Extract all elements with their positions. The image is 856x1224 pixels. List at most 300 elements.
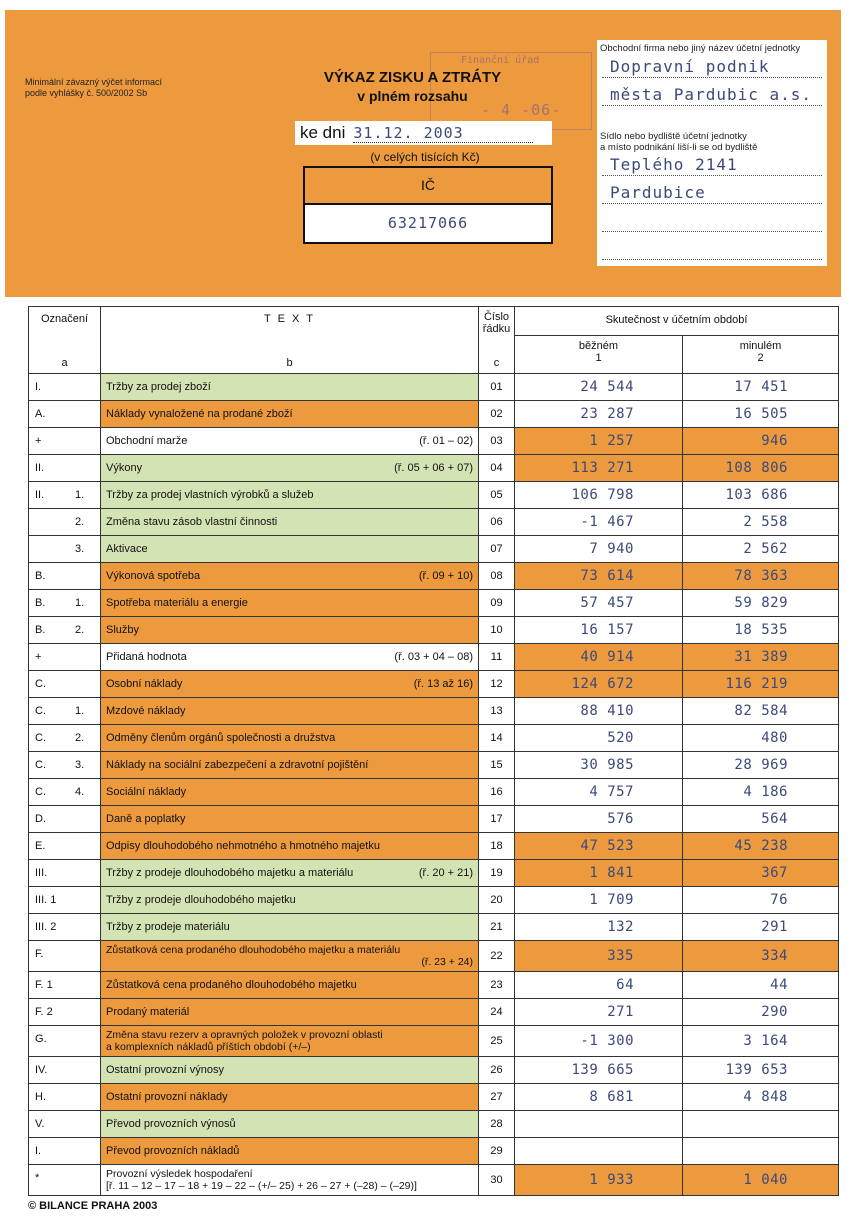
table-row xyxy=(29,941,839,972)
row-current-value[interactable]: 24 544 xyxy=(515,374,683,401)
row-text: Tržby z prodeje materiálu xyxy=(106,921,230,933)
row-number: 13 xyxy=(479,698,515,725)
col-current-header xyxy=(515,336,683,374)
row-number: 19 xyxy=(479,860,515,887)
col-previous-index: 2 xyxy=(757,352,764,365)
row-previous-value[interactable]: 367 xyxy=(683,860,839,887)
row-formula: (ř. 13 až 16) xyxy=(413,678,473,690)
row-mark xyxy=(29,999,101,1026)
row-mark-sub: 2. xyxy=(75,732,85,744)
row-number: 15 xyxy=(479,752,515,779)
row-label xyxy=(101,1138,479,1165)
row-number: 10 xyxy=(479,617,515,644)
regulation-note xyxy=(25,77,225,99)
row-label xyxy=(101,941,479,972)
row-mark xyxy=(29,644,101,671)
row-mark-main: III. xyxy=(35,867,48,879)
ic-value[interactable]: 63217066 xyxy=(387,214,469,232)
row-mark xyxy=(29,1111,101,1138)
row-text: Mzdové náklady xyxy=(106,705,186,717)
row-previous-value[interactable]: 139 653 xyxy=(683,1057,839,1084)
table-row xyxy=(29,1165,839,1196)
row-text: Odměny členům orgánů společnosti a družstva xyxy=(106,732,336,744)
seat-line-2[interactable]: Pardubice xyxy=(602,182,822,204)
row-previous-value[interactable]: 480 xyxy=(683,725,839,752)
row-previous-value[interactable]: 44 xyxy=(683,972,839,999)
profit-loss-table xyxy=(28,306,839,1196)
row-previous-value[interactable]: 564 xyxy=(683,806,839,833)
row-number: 07 xyxy=(479,536,515,563)
row-current-value[interactable]: 106 798 xyxy=(515,482,683,509)
row-text: Odpisy dlouhodobého nehmotného a hmotného majetku xyxy=(106,840,380,852)
row-text: Převod provozních nákladů xyxy=(106,1145,240,1157)
row-text: Obchodní marže xyxy=(106,435,188,447)
row-mark xyxy=(29,1165,101,1196)
table-row xyxy=(29,779,839,806)
regulation-line-2: podle vyhlášky č. 500/2002 Sb xyxy=(25,88,148,98)
row-number: 29 xyxy=(479,1138,515,1165)
row-formula: (ř. 23 + 24) xyxy=(421,956,473,968)
row-mark-main: III. 1 xyxy=(35,894,57,906)
row-previous-value[interactable]: 59 829 xyxy=(683,590,839,617)
row-formula: (ř. 09 + 10) xyxy=(418,570,473,582)
row-label xyxy=(101,806,479,833)
row-text: Provozní výsledek hospodaření xyxy=(106,1168,253,1180)
row-mark-main: C. xyxy=(35,678,46,690)
row-number: 02 xyxy=(479,401,515,428)
row-mark-sub: 3. xyxy=(75,759,85,771)
row-mark-main: F. 2 xyxy=(35,1006,53,1018)
row-mark-sub: 2. xyxy=(75,516,85,528)
row-mark-main: F. xyxy=(35,948,44,960)
row-previous-value[interactable]: 31 389 xyxy=(683,644,839,671)
row-previous-value[interactable]: 291 xyxy=(683,914,839,941)
row-text: Ostatní provozní náklady xyxy=(106,1091,228,1103)
row-mark-main: I. xyxy=(35,1145,42,1157)
row-mark xyxy=(29,752,101,779)
seat-line-1[interactable]: Teplého 2141 xyxy=(602,154,822,176)
row-text: Spotřeba materiálu a energie xyxy=(106,597,248,609)
row-mark xyxy=(29,941,101,972)
row-current-value[interactable]: 1 257 xyxy=(515,428,683,455)
row-mark-main: V. xyxy=(35,1118,45,1130)
row-number: 20 xyxy=(479,887,515,914)
row-text-line-2: [ř. 11 – 12 – 17 – 18 + 19 – 22 – (+/– 25) + 26 – 27 + (–28) – (–29)] xyxy=(106,1180,417,1192)
date-value[interactable]: 31.12. 2003 xyxy=(353,124,533,143)
row-current-value[interactable]: 113 271 xyxy=(515,455,683,482)
row-mark-main: C. xyxy=(35,759,46,771)
row-number: 08 xyxy=(479,563,515,590)
row-previous-value[interactable]: 108 806 xyxy=(683,455,839,482)
row-previous-value[interactable]: 28 969 xyxy=(683,752,839,779)
row-number: 18 xyxy=(479,833,515,860)
row-mark-main: B. xyxy=(35,570,46,582)
row-mark xyxy=(29,671,101,698)
row-mark xyxy=(29,1138,101,1165)
row-label xyxy=(101,455,479,482)
row-previous-value[interactable]: 103 686 xyxy=(683,482,839,509)
row-previous-value[interactable]: 45 238 xyxy=(683,833,839,860)
row-label xyxy=(101,428,479,455)
table-row xyxy=(29,698,839,725)
row-label xyxy=(101,1026,479,1057)
table-row xyxy=(29,536,839,563)
row-current-value[interactable]: 271 xyxy=(515,999,683,1026)
col-current-index: 1 xyxy=(595,352,602,365)
row-current-value[interactable]: 1 709 xyxy=(515,887,683,914)
company-name-label: Obchodní firma nebo jiný název účetní jednotky xyxy=(600,43,801,54)
row-current-value[interactable]: -1 467 xyxy=(515,509,683,536)
row-label xyxy=(101,509,479,536)
row-previous-value[interactable]: 946 xyxy=(683,428,839,455)
row-text: Prodaný materiál xyxy=(106,1006,190,1018)
company-name-line-2[interactable]: města Pardubic a.s. xyxy=(602,84,822,106)
row-mark xyxy=(29,536,101,563)
row-mark-main: C. xyxy=(35,786,46,798)
row-mark-sub: 2. xyxy=(75,624,85,636)
col-period-header: Skutečnost v účetním období xyxy=(515,307,839,336)
stamp-date-text: - 4 -06- xyxy=(481,101,562,119)
col-previous-header xyxy=(683,336,839,374)
date-label: ke dni xyxy=(300,123,346,142)
row-current-value[interactable] xyxy=(515,1111,683,1138)
row-mark-main: C. xyxy=(35,705,46,717)
row-current-value[interactable]: 139 665 xyxy=(515,1057,683,1084)
row-label xyxy=(101,590,479,617)
row-text: Tržby za prodej zboží xyxy=(106,381,211,393)
row-current-value[interactable] xyxy=(515,1138,683,1165)
row-mark xyxy=(29,563,101,590)
row-previous-value[interactable] xyxy=(683,1138,839,1165)
table-body xyxy=(29,374,839,1196)
form-title xyxy=(300,68,525,106)
row-text: Převod provozních výnosů xyxy=(106,1118,236,1130)
footer-copyright: © BILANCE PRAHA 2003 xyxy=(28,1200,158,1212)
row-previous-value[interactable]: 18 535 xyxy=(683,617,839,644)
table-header-row xyxy=(29,307,839,336)
row-label xyxy=(101,914,479,941)
row-mark-sub: 1. xyxy=(75,705,85,717)
row-mark-sub: 3. xyxy=(75,543,85,555)
row-mark-main: E. xyxy=(35,840,46,852)
row-label xyxy=(101,644,479,671)
row-text: Výkony xyxy=(106,462,143,474)
col-previous-label: minulém xyxy=(739,340,782,353)
row-text: Tržby z prodeje dlouhodobého majetku xyxy=(106,894,296,906)
row-previous-value[interactable]: 290 xyxy=(683,999,839,1026)
table-row xyxy=(29,482,839,509)
row-current-value[interactable]: 4 757 xyxy=(515,779,683,806)
seat-line-4[interactable] xyxy=(602,238,822,260)
row-current-value[interactable]: 88 410 xyxy=(515,698,683,725)
table-row xyxy=(29,1026,839,1057)
row-number: 24 xyxy=(479,999,515,1026)
row-label xyxy=(101,698,479,725)
row-previous-value[interactable]: 17 451 xyxy=(683,374,839,401)
row-label xyxy=(101,779,479,806)
table-row xyxy=(29,887,839,914)
row-mark xyxy=(29,779,101,806)
row-text: Zůstatková cena prodaného dlouhodobého majetku xyxy=(106,979,357,991)
row-label xyxy=(101,833,479,860)
row-mark xyxy=(29,1084,101,1111)
row-text: Náklady vynaložené na prodané zboží xyxy=(106,408,293,420)
row-mark xyxy=(29,428,101,455)
row-number: 03 xyxy=(479,428,515,455)
row-previous-value[interactable]: 4 186 xyxy=(683,779,839,806)
row-number: 05 xyxy=(479,482,515,509)
row-current-value[interactable]: 1 841 xyxy=(515,860,683,887)
table-row xyxy=(29,725,839,752)
row-number: 22 xyxy=(479,941,515,972)
table-row xyxy=(29,671,839,698)
row-previous-value[interactable]: 76 xyxy=(683,887,839,914)
row-current-value[interactable]: 57 457 xyxy=(515,590,683,617)
row-label xyxy=(101,671,479,698)
row-current-value[interactable]: -1 300 xyxy=(515,1026,683,1057)
row-mark-main: C. xyxy=(35,732,46,744)
row-mark-main: B. xyxy=(35,624,46,636)
row-text: Změna stavu rezerv a opravných položek v provozní oblasti xyxy=(106,1029,383,1041)
row-text: Tržby z prodeje dlouhodobého majetku a materiálu xyxy=(106,867,354,879)
row-formula: (ř. 01 – 02) xyxy=(419,435,473,447)
row-mark-main: + xyxy=(35,651,42,663)
row-text-line-2: a komplexních nákladů příštích období (+/–) xyxy=(106,1041,311,1053)
row-number: 11 xyxy=(479,644,515,671)
row-mark-main: H. xyxy=(35,1091,46,1103)
row-number: 25 xyxy=(479,1026,515,1057)
row-mark xyxy=(29,1057,101,1084)
row-text: Změna stavu zásob vlastní činnosti xyxy=(106,516,278,528)
company-name-line-1[interactable]: Dopravní podnik xyxy=(602,56,822,78)
table-row xyxy=(29,1057,839,1084)
row-mark xyxy=(29,887,101,914)
row-label xyxy=(101,860,479,887)
row-current-value[interactable]: 47 523 xyxy=(515,833,683,860)
row-text: Přidaná hodnota xyxy=(106,651,187,663)
row-number: 23 xyxy=(479,972,515,999)
col-text-header: T E X T xyxy=(264,313,315,325)
table-row xyxy=(29,644,839,671)
row-mark-main: + xyxy=(35,435,42,447)
row-number: 09 xyxy=(479,590,515,617)
row-mark xyxy=(29,455,101,482)
table-row xyxy=(29,860,839,887)
col-label-header: Označení xyxy=(40,313,89,325)
table-row xyxy=(29,833,839,860)
row-mark xyxy=(29,806,101,833)
row-previous-value[interactable]: 1 040 xyxy=(683,1165,839,1196)
row-current-value[interactable]: 576 xyxy=(515,806,683,833)
table-row xyxy=(29,806,839,833)
row-mark-sub: 1. xyxy=(75,597,85,609)
col-header-label xyxy=(29,307,101,374)
row-mark-main: G. xyxy=(35,1033,47,1045)
company-box xyxy=(597,40,827,266)
table-row xyxy=(29,752,839,779)
row-formula: (ř. 05 + 06 + 07) xyxy=(394,462,473,474)
table-row xyxy=(29,509,839,536)
row-number: 14 xyxy=(479,725,515,752)
row-mark-main: * xyxy=(35,1172,40,1184)
row-previous-value[interactable]: 2 562 xyxy=(683,536,839,563)
col-number-header-1: Číslo xyxy=(483,311,510,323)
ic-box xyxy=(303,166,553,244)
table-row xyxy=(29,1138,839,1165)
row-number: 21 xyxy=(479,914,515,941)
row-mark xyxy=(29,401,101,428)
row-label xyxy=(101,1084,479,1111)
row-previous-value[interactable]: 4 848 xyxy=(683,1084,839,1111)
row-text: Osobní náklady xyxy=(106,678,183,690)
table-row xyxy=(29,999,839,1026)
col-c-sub: c xyxy=(493,357,500,369)
row-label xyxy=(101,401,479,428)
row-mark-main: III. 2 xyxy=(35,921,57,933)
row-number: 06 xyxy=(479,509,515,536)
row-mark xyxy=(29,860,101,887)
row-mark xyxy=(29,972,101,999)
row-number: 17 xyxy=(479,806,515,833)
row-current-value[interactable]: 40 914 xyxy=(515,644,683,671)
row-mark-main: II. xyxy=(35,462,45,474)
row-label xyxy=(101,752,479,779)
row-current-value[interactable]: 73 614 xyxy=(515,563,683,590)
col-header-text xyxy=(101,307,479,374)
table-row xyxy=(29,1084,839,1111)
row-previous-value[interactable]: 3 164 xyxy=(683,1026,839,1057)
row-current-value[interactable]: 7 940 xyxy=(515,536,683,563)
table-row xyxy=(29,914,839,941)
row-text: Daně a poplatky xyxy=(106,813,186,825)
row-current-value[interactable]: 8 681 xyxy=(515,1084,683,1111)
row-mark-main: D. xyxy=(35,813,46,825)
table-row xyxy=(29,972,839,999)
row-text: Zůstatková cena prodaného dlouhodobého majetku a materiálu xyxy=(106,944,401,956)
row-text: Služby xyxy=(106,624,140,636)
seat-line-3[interactable] xyxy=(602,210,822,232)
row-mark xyxy=(29,1026,101,1057)
col-b-sub: b xyxy=(286,357,293,369)
row-current-value[interactable]: 30 985 xyxy=(515,752,683,779)
row-text: Náklady na sociální zabezpečení a zdravotní pojištění xyxy=(106,759,369,771)
row-previous-value[interactable]: 2 558 xyxy=(683,509,839,536)
row-previous-value[interactable]: 116 219 xyxy=(683,671,839,698)
row-mark-main: II. xyxy=(35,489,45,501)
row-mark xyxy=(29,617,101,644)
row-number: 16 xyxy=(479,779,515,806)
row-mark xyxy=(29,725,101,752)
row-text: Sociální náklady xyxy=(106,786,187,798)
row-text: Ostatní provozní výnosy xyxy=(106,1064,224,1076)
row-number: 27 xyxy=(479,1084,515,1111)
row-label xyxy=(101,536,479,563)
table-row xyxy=(29,374,839,401)
title-line-2: v plném rozsahu xyxy=(357,88,468,104)
row-mark-main: F. 1 xyxy=(35,979,53,991)
row-number: 26 xyxy=(479,1057,515,1084)
table-row xyxy=(29,563,839,590)
col-header-number xyxy=(479,307,515,374)
table-row xyxy=(29,401,839,428)
row-number: 28 xyxy=(479,1111,515,1138)
row-current-value[interactable]: 124 672 xyxy=(515,671,683,698)
table-row xyxy=(29,455,839,482)
row-label xyxy=(101,563,479,590)
report-date xyxy=(295,121,552,145)
row-label xyxy=(101,482,479,509)
row-label xyxy=(101,999,479,1026)
table-row xyxy=(29,590,839,617)
row-number: 04 xyxy=(479,455,515,482)
row-formula: (ř. 03 + 04 – 08) xyxy=(394,651,473,663)
row-label xyxy=(101,972,479,999)
row-mark-sub: 4. xyxy=(75,786,85,798)
row-current-value[interactable]: 520 xyxy=(515,725,683,752)
row-mark xyxy=(29,590,101,617)
row-label xyxy=(101,725,479,752)
row-text: Tržby za prodej vlastních výrobků a služeb xyxy=(106,489,314,501)
row-label xyxy=(101,617,479,644)
row-previous-value[interactable] xyxy=(683,1111,839,1138)
ic-label: IČ xyxy=(305,168,551,205)
row-current-value[interactable]: 64 xyxy=(515,972,683,999)
row-mark xyxy=(29,698,101,725)
row-label xyxy=(101,1165,479,1196)
row-previous-value[interactable]: 334 xyxy=(683,941,839,972)
col-number-header-2: řádku xyxy=(482,323,511,335)
table-row xyxy=(29,1111,839,1138)
row-current-value[interactable]: 132 xyxy=(515,914,683,941)
row-mark xyxy=(29,374,101,401)
row-mark xyxy=(29,914,101,941)
row-current-value[interactable]: 16 157 xyxy=(515,617,683,644)
table-row xyxy=(29,428,839,455)
units-note: (v celých tisících Kč) xyxy=(370,150,480,164)
row-mark-main: I. xyxy=(35,381,42,393)
row-label xyxy=(101,374,479,401)
row-number: 30 xyxy=(479,1165,515,1196)
row-mark xyxy=(29,509,101,536)
row-label xyxy=(101,887,479,914)
row-label xyxy=(101,1111,479,1138)
row-number: 01 xyxy=(479,374,515,401)
row-mark-main: A. xyxy=(35,408,46,420)
row-current-value[interactable]: 335 xyxy=(515,941,683,972)
row-text: Aktivace xyxy=(106,543,148,555)
title-line-1: VÝKAZ ZISKU A ZTRÁTY xyxy=(323,69,502,86)
row-number: 12 xyxy=(479,671,515,698)
seat-label-2: a místo podnikání liší-li se od bydliště xyxy=(600,142,758,153)
row-mark-main: B. xyxy=(35,597,46,609)
row-mark-sub: 1. xyxy=(75,489,85,501)
row-current-value[interactable]: 1 933 xyxy=(515,1165,683,1196)
col-current-label: běžném xyxy=(578,340,619,353)
seat-label-1: Sídlo nebo bydliště účetní jednotky xyxy=(600,131,747,142)
row-previous-value[interactable]: 16 505 xyxy=(683,401,839,428)
row-mark xyxy=(29,833,101,860)
row-mark-main: IV. xyxy=(35,1064,48,1076)
table-row xyxy=(29,617,839,644)
row-previous-value[interactable]: 78 363 xyxy=(683,563,839,590)
col-a-sub: a xyxy=(61,357,68,369)
row-formula: (ř. 20 + 21) xyxy=(418,867,473,879)
row-text: Výkonová spotřeba xyxy=(106,570,201,582)
row-label xyxy=(101,1057,479,1084)
stamp-office-text: Finanční úřad xyxy=(461,55,540,66)
row-previous-value[interactable]: 82 584 xyxy=(683,698,839,725)
row-current-value[interactable]: 23 287 xyxy=(515,401,683,428)
